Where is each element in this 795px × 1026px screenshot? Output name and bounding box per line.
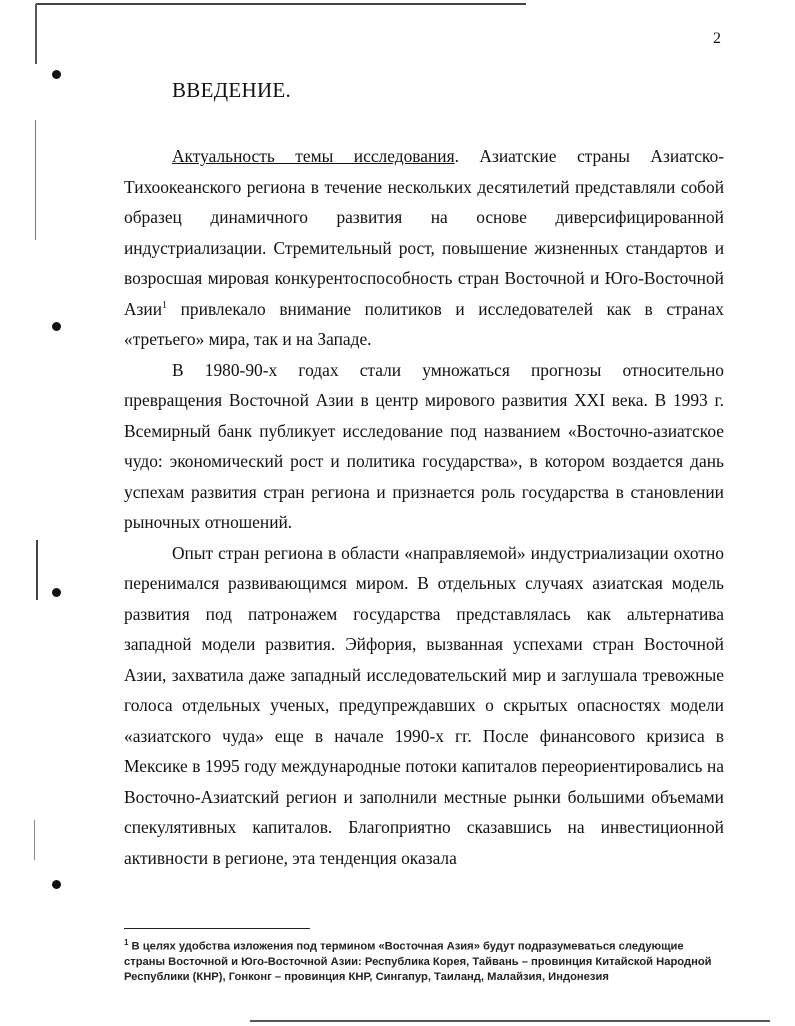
scan-border-left (35, 4, 37, 64)
body-text (124, 141, 724, 873)
scan-border-left-bottom (34, 820, 35, 860)
paragraph-relevance (124, 141, 724, 355)
page-number: 2 (713, 30, 721, 47)
scan-border-left-lower (36, 540, 38, 600)
footnote-marker: 1 (162, 299, 168, 311)
scan-border-left-mid (35, 120, 36, 240)
footnote-number: 1 (124, 938, 129, 947)
punch-hole-dot (52, 322, 61, 331)
footnote-text: В целях удобства изложения под термином «Восточная Азия» будут подразумеваться следующие страны Восточной и Юго-Восточной Азии: Республика Корея, Тайвань – провинция Китайской Народной Республики (КНР), Гонконг – провинция КНР, Сингапур, Таиланд, Малайзия, Индонезия (124, 940, 712, 983)
punch-hole-dot (52, 588, 61, 597)
paragraph-forecasts: В 1980-90-х годах стали умножаться прогнозы относительно превращения Восточной Азии в центр мирового развития XXI века. В 1993 г. Всемирный банк публикует исследование под названием «Восточно-азиатское чудо: экономический рост и политика государства», в котором воздается дань успехам развития стран региона и признается роль государства в становлении рыночных отношений. (124, 359, 724, 532)
section-heading: ВВЕДЕНИЕ. (172, 78, 292, 102)
footnote (124, 935, 724, 985)
paragraph-text: привлекало внимание политиков и исследователей как в странах «третьего» мира, так и на Западе. (124, 298, 724, 349)
scan-border-bottom (250, 1020, 770, 1022)
footnote-divider (124, 928, 310, 929)
scan-border-top (36, 3, 526, 5)
relevance-lead: Актуальность темы исследования (172, 146, 455, 166)
paragraph-experience: Опыт стран региона в области «направляемой» индустриализации охотно перенимался развивающимся миром. В отдельных случаях азиатская модель развития под патронажем государства представлялась как альтернатива западной модели развития. Эйфория, вызванная успехами стран Восточной Азии, захватила даже западный исследовательский мир и заглушала тревожные голоса отдельных ученых, предупреждавших о скрытых опасностях модели «азиатского чуда» еще в начале 1990-х гг. После финансового кризиса в Мексике в 1995 году международные потоки капиталов переориентировались на Восточно-Азиатский регион и заполнили местные рынки большими объемами спекулятивных капиталов. Благоприятно сказавшись на инвестиционной активности в регионе, эта тенденция оказала (124, 542, 724, 868)
punch-hole-dot (52, 70, 61, 79)
paragraph-text: . Азиатские страны Азиатско-Тихоокеанского региона в течение нескольких десятилетий представляли собой образец динамичного развития на основе диверсифицированной индустриализации. Стремительный рост, повышение жизненных стандартов и возросшая мировая конкурентоспособность стран Восточной и Юго-Восточной Азии (124, 146, 724, 319)
punch-hole-dot (52, 880, 61, 889)
